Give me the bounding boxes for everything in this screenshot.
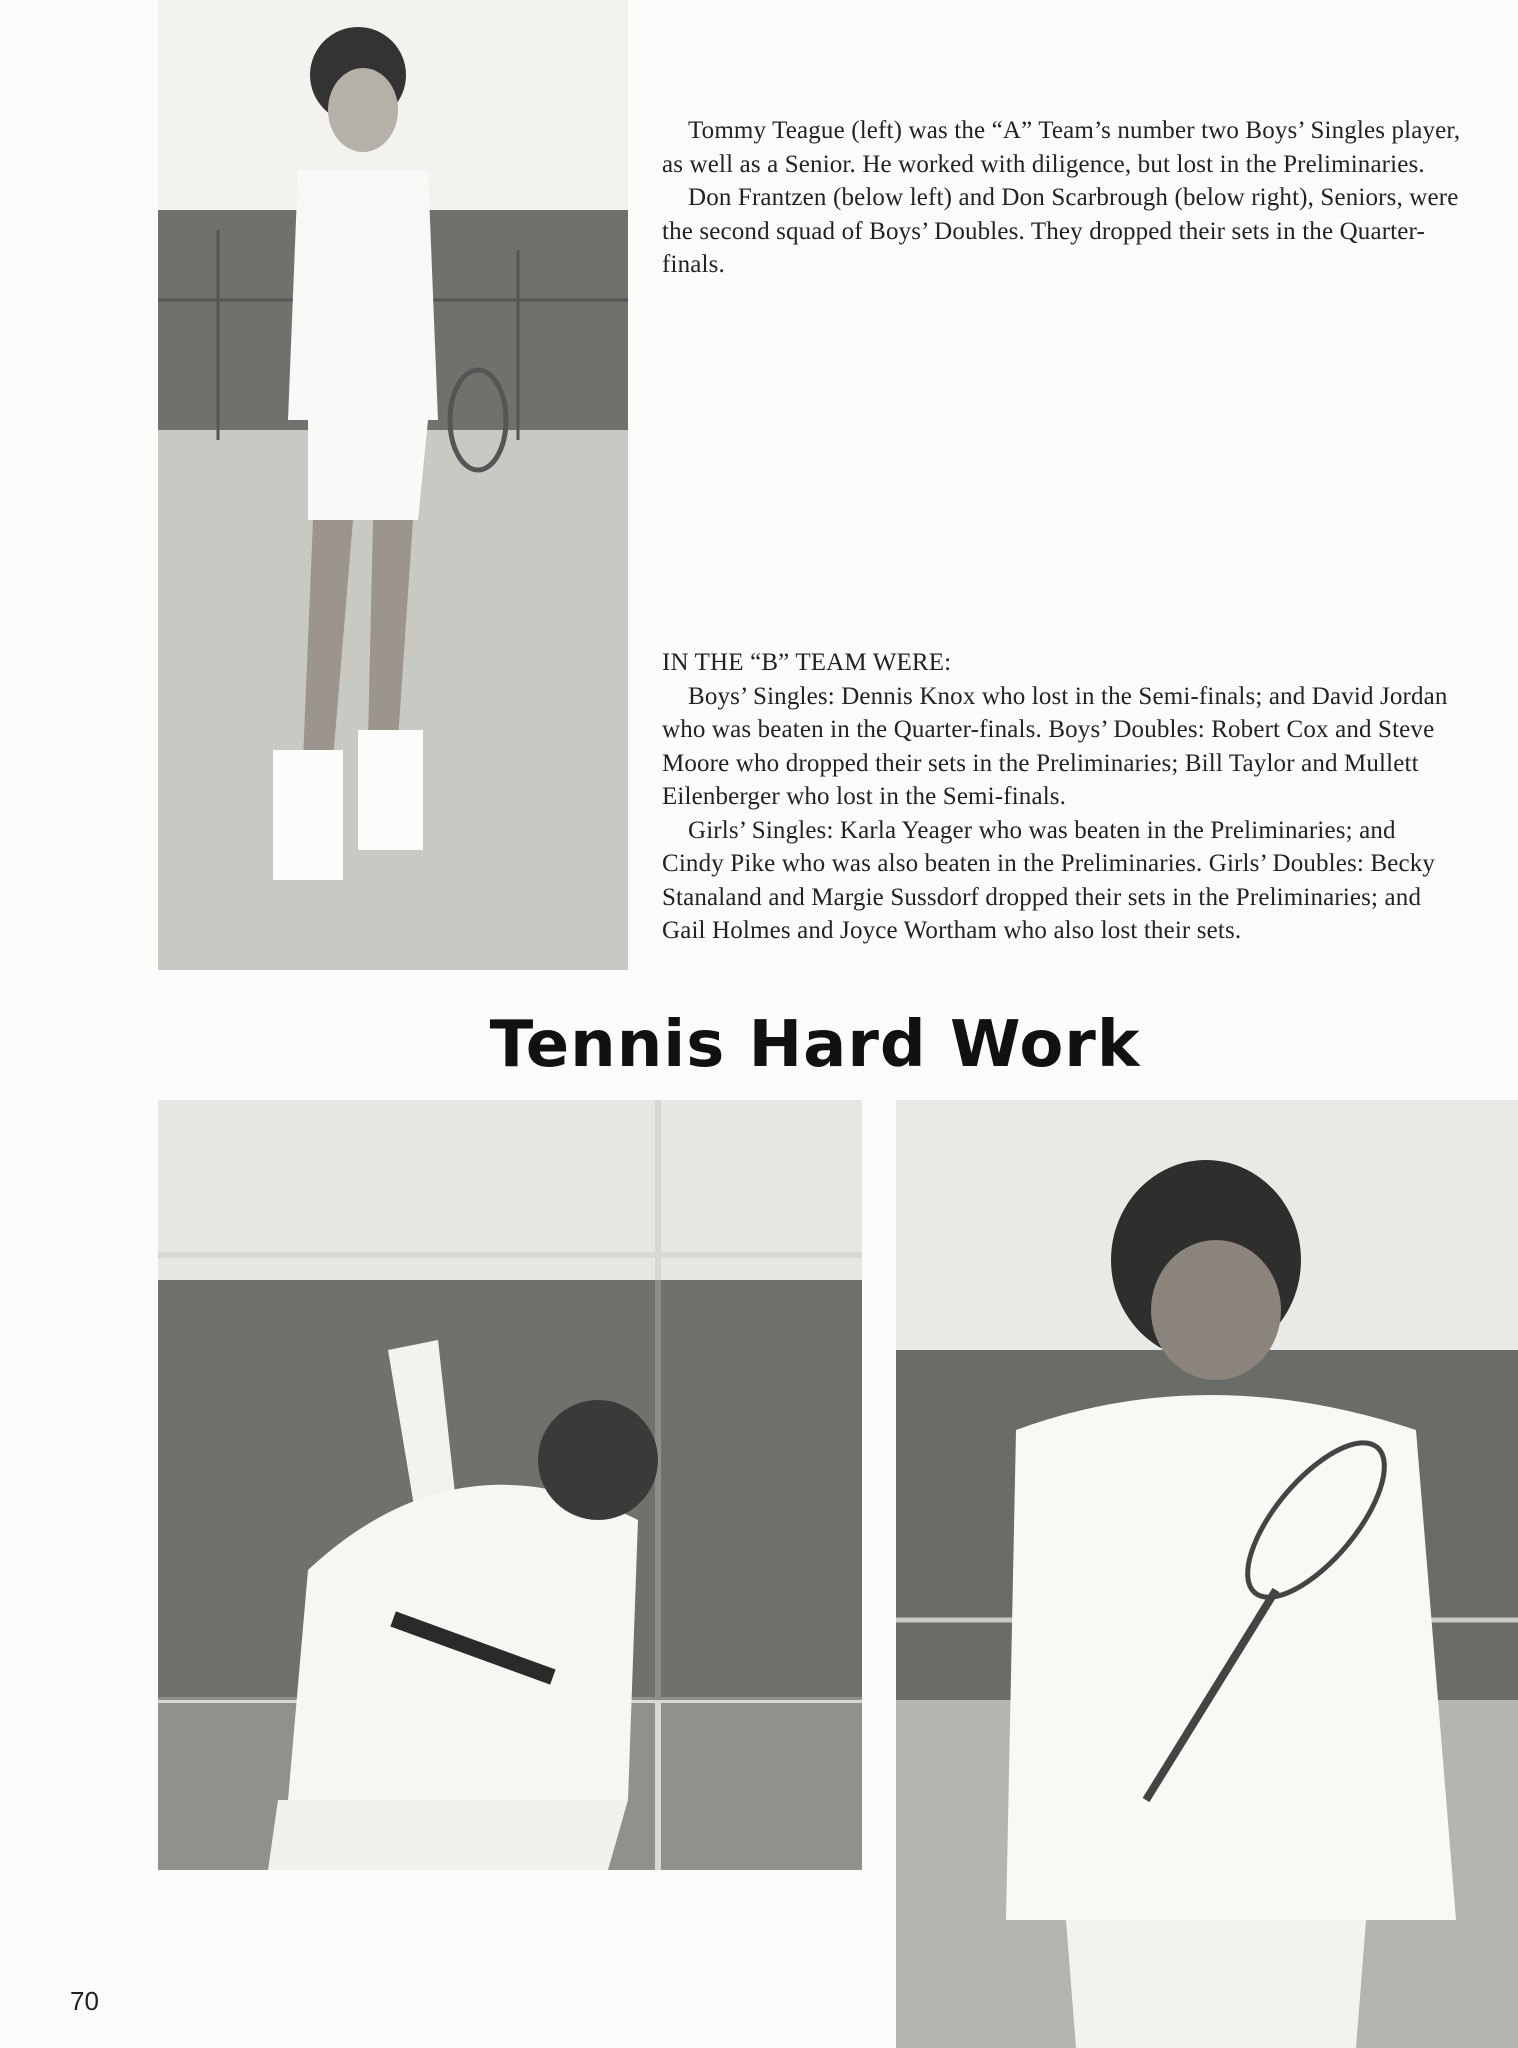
photo-tommy-teague-image <box>158 0 628 970</box>
caption-paragraph: Tommy Teague (left) was the “A” Team’s number two Boys’ Singles player, as well as a Senior. He worked with diligence, but lost in the Preliminaries. <box>662 117 1461 178</box>
b-team-paragraph: Boys’ Singles: Dennis Knox who lost in the Semi-finals; and David Jordan who was beaten in the Quarter-finals. Boys’ Doubles: Robert Cox and Steve Moore who dropped their sets in the Preliminaries; Bill Taylor and Mullett Eilenberger who lost in the Semi-finals. <box>662 682 1448 810</box>
b-team-results <box>662 646 1462 948</box>
caption-paragraph: Don Frantzen (below left) and Don Scarbrough (below right), Seniors, were the second squad of Boys’ Doubles. They dropped their sets in the Quarter-finals. <box>662 184 1459 278</box>
photo-don-scarbrough <box>896 1100 1518 2048</box>
page-headline: Tennis Hard Work <box>489 1008 1141 1082</box>
photo-tommy-teague <box>158 0 628 970</box>
caption-top <box>662 114 1462 282</box>
photo-don-frantzen-image <box>158 1100 862 1870</box>
b-team-heading: IN THE “B” TEAM WERE: <box>662 649 952 676</box>
photo-don-scarbrough-image <box>896 1100 1518 2048</box>
b-team-paragraph: Girls’ Singles: Karla Yeager who was beaten in the Preliminaries; and Cindy Pike who was also beaten in the Preliminaries. Girls’ Doubles: Becky Stanaland and Margie Sussdorf dropped their sets in the Preliminaries; and Gail Holmes and Joyce Wortham who also lost their sets. <box>662 816 1436 944</box>
page-number: 70 <box>70 1986 99 2016</box>
photo-don-frantzen <box>158 1100 862 1870</box>
